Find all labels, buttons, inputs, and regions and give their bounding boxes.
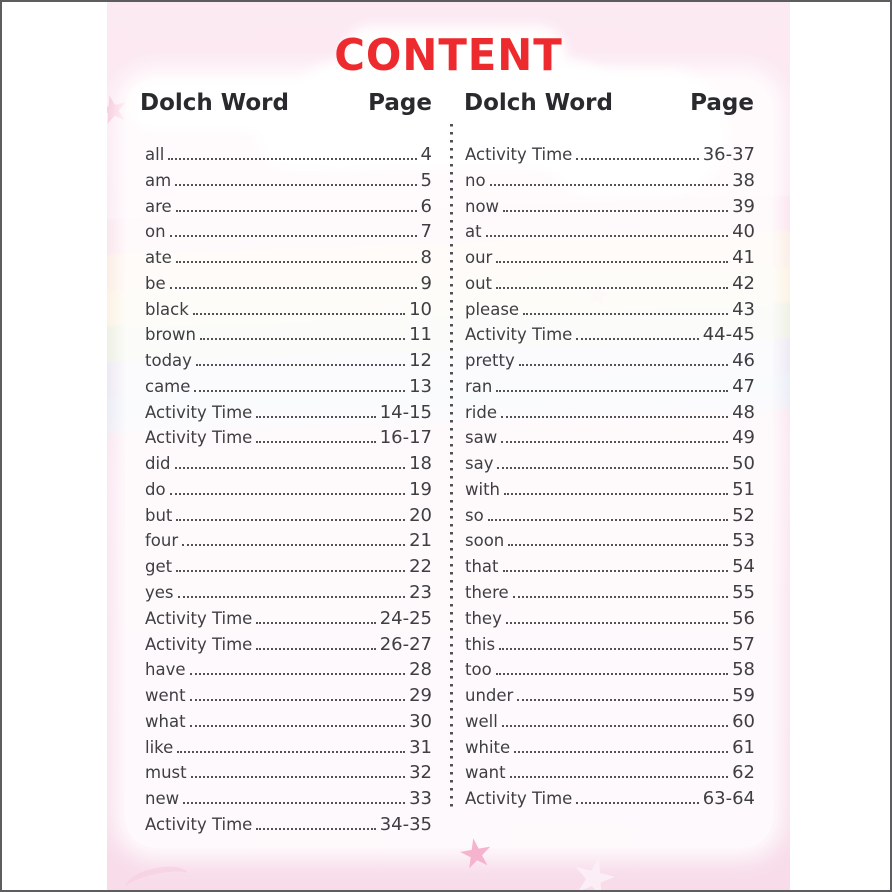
dolch-word-label: brown [145, 325, 196, 345]
toc-entry [465, 788, 755, 814]
dolch-word-label: saw [465, 428, 498, 448]
toc-entry [465, 350, 755, 376]
toc-entry [145, 814, 432, 840]
dolch-word-label: what [145, 711, 186, 731]
dolch-word-label: well [465, 711, 498, 731]
squiggle-icon [123, 862, 191, 890]
dot-leader [256, 441, 375, 443]
page-number: 46 [732, 350, 755, 372]
dot-leader [175, 467, 406, 469]
dolch-word-label: Activity Time [465, 789, 573, 809]
dot-leader [193, 313, 405, 315]
page-number: 16-17 [379, 427, 432, 449]
dot-leader [508, 544, 728, 546]
toc-entry [465, 608, 755, 634]
dolch-word-label: new [145, 789, 180, 809]
dot-leader [576, 802, 698, 804]
toc-entry [145, 170, 432, 196]
toc-entry [145, 453, 432, 479]
dolch-word-label: black [145, 299, 189, 319]
dot-leader [514, 751, 728, 753]
dolch-word-label: that [465, 557, 499, 577]
dolch-word-label: like [145, 737, 174, 757]
dolch-word-label: on [145, 222, 166, 242]
dolch-word-label: get [145, 557, 173, 577]
page-number: 33 [409, 788, 432, 810]
dolch-word-label: all [145, 145, 165, 164]
toc-entry [465, 402, 755, 428]
column-header-right [464, 90, 754, 122]
dot-leader [196, 364, 405, 366]
toc-entry [465, 299, 755, 325]
toc-entry [465, 659, 755, 685]
dolch-word-label: this [465, 634, 496, 654]
page-number: 51 [732, 478, 755, 500]
dolch-word-label: now [465, 196, 500, 216]
page-number: 22 [409, 556, 432, 578]
page-number: 34-35 [379, 813, 432, 835]
dot-leader [256, 622, 375, 624]
toc-entry [465, 479, 755, 505]
dolch-word-label: yes [145, 583, 174, 603]
page-number: 42 [732, 272, 755, 294]
toc-entry [145, 479, 432, 505]
toc-entry [465, 247, 755, 273]
page-number: 40 [732, 221, 755, 243]
dolch-word-label: Activity Time [145, 608, 253, 628]
dot-leader [178, 596, 406, 598]
toc-entry [145, 762, 432, 788]
page-number: 4 [420, 144, 432, 165]
page-number: 11 [409, 324, 432, 346]
dot-leader [256, 828, 375, 830]
page-number: 18 [409, 453, 432, 475]
dot-leader [501, 416, 728, 418]
dolch-word-label: out [465, 273, 493, 293]
dot-leader [256, 648, 375, 650]
toc-list-left [145, 144, 432, 840]
page-number: 50 [732, 453, 755, 475]
dot-leader [190, 673, 406, 675]
dolch-word-label: white [465, 737, 511, 757]
dolch-word-label: say [465, 454, 494, 474]
page-number: 60 [732, 710, 755, 732]
toc-entry [145, 634, 432, 660]
dolch-word-label: at [465, 222, 482, 242]
page-number: 47 [732, 375, 755, 397]
toc-entry [465, 453, 755, 479]
page-number: 26-27 [379, 633, 432, 655]
toc-entry [145, 402, 432, 428]
toc-entry [145, 350, 432, 376]
dolch-word-label: went [145, 686, 186, 706]
column-divider [450, 124, 453, 812]
dot-leader [517, 699, 728, 701]
dot-leader [170, 235, 417, 237]
word-column-header: Dolch Word [140, 90, 289, 116]
dot-leader [200, 338, 405, 340]
dot-leader [496, 261, 728, 263]
toc-entry [145, 273, 432, 299]
dolch-word-label: our [465, 248, 493, 268]
dolch-word-label: with [465, 479, 501, 499]
dolch-word-label: but [145, 505, 173, 525]
page-number: 57 [732, 633, 755, 655]
toc-entry [145, 247, 432, 273]
dolch-word-label: so [465, 505, 484, 525]
page-number: 21 [409, 530, 432, 552]
dot-leader [170, 287, 417, 289]
dolch-word-label: Activity Time [145, 814, 253, 834]
dolch-word-label: pretty [465, 351, 515, 371]
dot-leader [496, 673, 728, 675]
dot-leader [576, 338, 698, 340]
toc-entry [465, 376, 755, 402]
dolch-word-label: no [465, 170, 486, 190]
page-number: 43 [732, 298, 755, 320]
toc-entry [465, 634, 755, 660]
page-number: 23 [409, 582, 432, 604]
dolch-word-label: soon [465, 531, 505, 551]
toc-list-right [465, 144, 755, 814]
page-number: 59 [732, 685, 755, 707]
dolch-word-label: want [465, 763, 506, 783]
page-number: 32 [409, 762, 432, 784]
dot-leader [501, 441, 728, 443]
dot-leader [503, 570, 729, 572]
word-column-header: Dolch Word [464, 90, 613, 116]
dot-leader [194, 390, 405, 392]
page-number: 48 [732, 401, 755, 423]
dolch-word-label: Activity Time [465, 145, 573, 164]
toc-entry [465, 196, 755, 222]
dolch-word-label: too [465, 660, 492, 680]
dot-leader [513, 596, 728, 598]
page-number: 56 [732, 607, 755, 629]
page-number: 54 [732, 556, 755, 578]
toc-entry [465, 505, 755, 531]
page-number: 20 [409, 504, 432, 526]
toc-entry [465, 711, 755, 737]
dot-leader [183, 802, 405, 804]
column-header-left [140, 90, 432, 122]
dot-leader [176, 261, 417, 263]
dolch-word-label: Activity Time [145, 428, 253, 448]
toc-entry [465, 685, 755, 711]
page-number: 6 [420, 195, 432, 217]
page-number: 24-25 [379, 607, 432, 629]
dot-leader [177, 751, 405, 753]
dolch-word-label: please [465, 299, 520, 319]
dolch-word-label: are [145, 196, 172, 216]
toc-entry [465, 221, 755, 247]
dolch-word-label: have [145, 660, 186, 680]
dot-leader [576, 158, 698, 160]
toc-entry [465, 737, 755, 763]
toc-entry [145, 685, 432, 711]
page-number: 29 [409, 685, 432, 707]
dolch-word-label: must [145, 763, 187, 783]
page-number: 53 [732, 530, 755, 552]
toc-entry [145, 324, 432, 350]
dolch-word-label: under [465, 686, 514, 706]
page-number: 9 [420, 272, 432, 294]
toc-entry [145, 582, 432, 608]
dot-leader [504, 493, 728, 495]
page-number: 28 [409, 659, 432, 681]
page-number: 62 [732, 762, 755, 784]
toc-entry [465, 170, 755, 196]
page-column-header: Page [690, 90, 754, 116]
toc-entry [145, 659, 432, 685]
page-number: 58 [732, 659, 755, 681]
toc-entry [465, 324, 755, 350]
page-number: 5 [420, 169, 432, 191]
dolch-word-label: did [145, 454, 171, 474]
dolch-word-label: am [145, 170, 172, 190]
page-number: 55 [732, 582, 755, 604]
dolch-word-label: Activity Time [465, 325, 573, 345]
dot-leader [523, 313, 728, 315]
dot-leader [176, 519, 405, 521]
toc-entry [145, 711, 432, 737]
page-number: 49 [732, 427, 755, 449]
toc-entry [145, 196, 432, 222]
dot-leader [502, 725, 728, 727]
dot-leader [506, 622, 728, 624]
dolch-word-label: Activity Time [145, 402, 253, 422]
page-column-header: Page [368, 90, 432, 116]
toc-entry [145, 427, 432, 453]
dot-leader [496, 390, 728, 392]
dot-leader [486, 235, 729, 237]
dot-leader [176, 210, 417, 212]
toc-entry [465, 530, 755, 556]
dolch-word-label: four [145, 531, 179, 551]
dolch-word-label: be [145, 273, 166, 293]
dolch-word-label: ran [465, 376, 493, 396]
dot-leader [497, 467, 728, 469]
dot-leader [175, 184, 416, 186]
dot-leader [510, 776, 729, 778]
dot-leader [519, 364, 728, 366]
toc-entry [465, 427, 755, 453]
dot-leader [503, 210, 728, 212]
dolch-word-label: came [145, 376, 191, 396]
page-number: 13 [409, 375, 432, 397]
toc-entry [145, 505, 432, 531]
toc-entry [145, 299, 432, 325]
dot-leader [191, 776, 405, 778]
page-number: 41 [732, 247, 755, 269]
book-page [107, 2, 790, 890]
page-number: 12 [409, 350, 432, 372]
toc-entry [145, 737, 432, 763]
toc-entry [145, 556, 432, 582]
dot-leader [168, 158, 416, 160]
dot-leader [182, 544, 405, 546]
dot-leader [190, 725, 406, 727]
dot-leader [190, 699, 406, 701]
page-number: 7 [420, 221, 432, 243]
dolch-word-label: do [145, 479, 166, 499]
page-number: 19 [409, 478, 432, 500]
toc-entry [465, 144, 755, 170]
star-icon [569, 853, 620, 890]
dot-leader [176, 570, 405, 572]
page-number: 52 [732, 504, 755, 526]
page-number: 44-45 [702, 324, 755, 346]
dot-leader [490, 184, 729, 186]
toc-entry [465, 762, 755, 788]
toc-entry [145, 221, 432, 247]
dot-leader [256, 416, 375, 418]
toc-entry [145, 144, 432, 170]
page-number: 14-15 [379, 401, 432, 423]
dolch-word-label: Activity Time [145, 634, 253, 654]
dolch-word-label: ate [145, 248, 172, 268]
page-number: 8 [420, 247, 432, 269]
toc-entry [465, 273, 755, 299]
page-number: 30 [409, 710, 432, 732]
page-number: 63-64 [702, 788, 755, 810]
page-number: 61 [732, 736, 755, 758]
page-number: 10 [409, 298, 432, 320]
page-number: 31 [409, 736, 432, 758]
page-title: CONTENT [334, 30, 563, 81]
dot-leader [488, 519, 728, 521]
dolch-word-label: they [465, 608, 502, 628]
dot-leader [496, 287, 728, 289]
toc-entry [465, 582, 755, 608]
toc-entry [145, 608, 432, 634]
dot-leader [499, 648, 728, 650]
toc-entry [145, 530, 432, 556]
toc-entry [145, 788, 432, 814]
page-number: 39 [732, 195, 755, 217]
page-number: 36-37 [702, 144, 755, 165]
toc-entry [465, 556, 755, 582]
dot-leader [170, 493, 406, 495]
toc-entry [145, 376, 432, 402]
dolch-word-label: ride [465, 402, 497, 422]
dolch-word-label: today [145, 351, 192, 371]
page-number: 38 [732, 169, 755, 191]
dolch-word-label: there [465, 583, 509, 603]
